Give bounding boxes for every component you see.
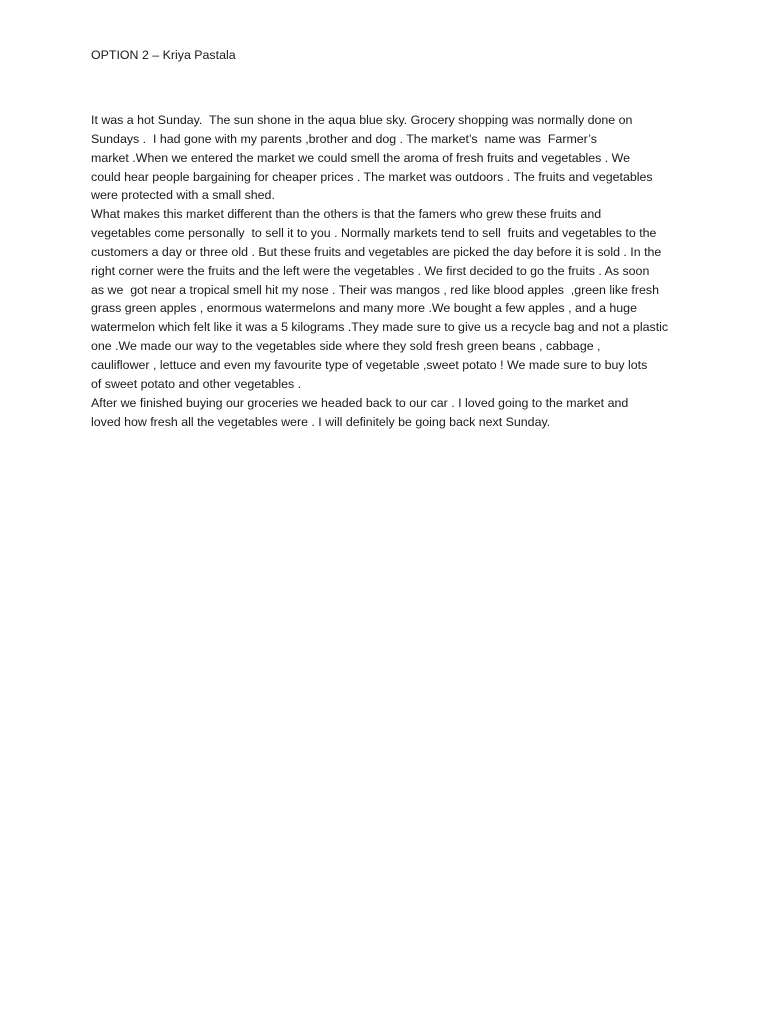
body-line: right corner were the fruits and the left were the vegetables . We first decided to go the fruits . As soon bbox=[91, 263, 650, 278]
body-line: cauliflower , lettuce and even my favourite type of vegetable ,sweet potato ! We made sure to buy lots bbox=[91, 357, 648, 372]
body-line: of sweet potato and other vegetables . bbox=[91, 376, 302, 391]
body-line: as we got near a tropical smell hit my nose . Their was mangos , red like blood apples ,green like fresh bbox=[91, 282, 659, 297]
body-line: watermelon which felt like it was a 5 kilograms .They made sure to give us a recycle bag and not a plastic bbox=[91, 320, 669, 335]
body-line: It was a hot Sunday. The sun shone in the aqua blue sky. Grocery shopping was normally done on bbox=[91, 113, 633, 127]
body-line: After we finished buying our groceries we headed back to our car . I loved going to the market and bbox=[91, 395, 629, 410]
body-line: were protected with a small shed. bbox=[91, 188, 275, 203]
body-line: vegetables come personally to sell it to you . Normally markets tend to sell fruits and vegetables to the bbox=[91, 226, 657, 241]
body-line: loved how fresh all the vegetables were . I will definitely be going back next Sunday. bbox=[91, 414, 551, 429]
body-line: grass green apples , enormous watermelons and many more .We bought a few apples , and a huge bbox=[91, 301, 637, 316]
body-line: Sundays . I had gone with my parents ,brother and dog . The market’s name was Farmer’s bbox=[91, 131, 597, 146]
body-line: could hear people bargaining for cheaper prices . The market was outdoors . The fruits and vegetables bbox=[91, 169, 653, 184]
body-line: market .When we entered the market we could smell the aroma of fresh fruits and vegetables . We bbox=[91, 150, 631, 165]
body-line: one .We made our way to the vegetables side where they sold fresh green beans , cabbage , bbox=[91, 339, 601, 354]
document-heading: OPTION 2 – Kriya Pastala bbox=[91, 48, 236, 62]
body-line: What makes this market different than the others is that the famers who grew these fruits and bbox=[91, 207, 602, 222]
document-body bbox=[91, 111, 691, 431]
body-line: customers a day or three old . But these fruits and vegetables are picked the day before it is sold . In the bbox=[91, 244, 662, 259]
